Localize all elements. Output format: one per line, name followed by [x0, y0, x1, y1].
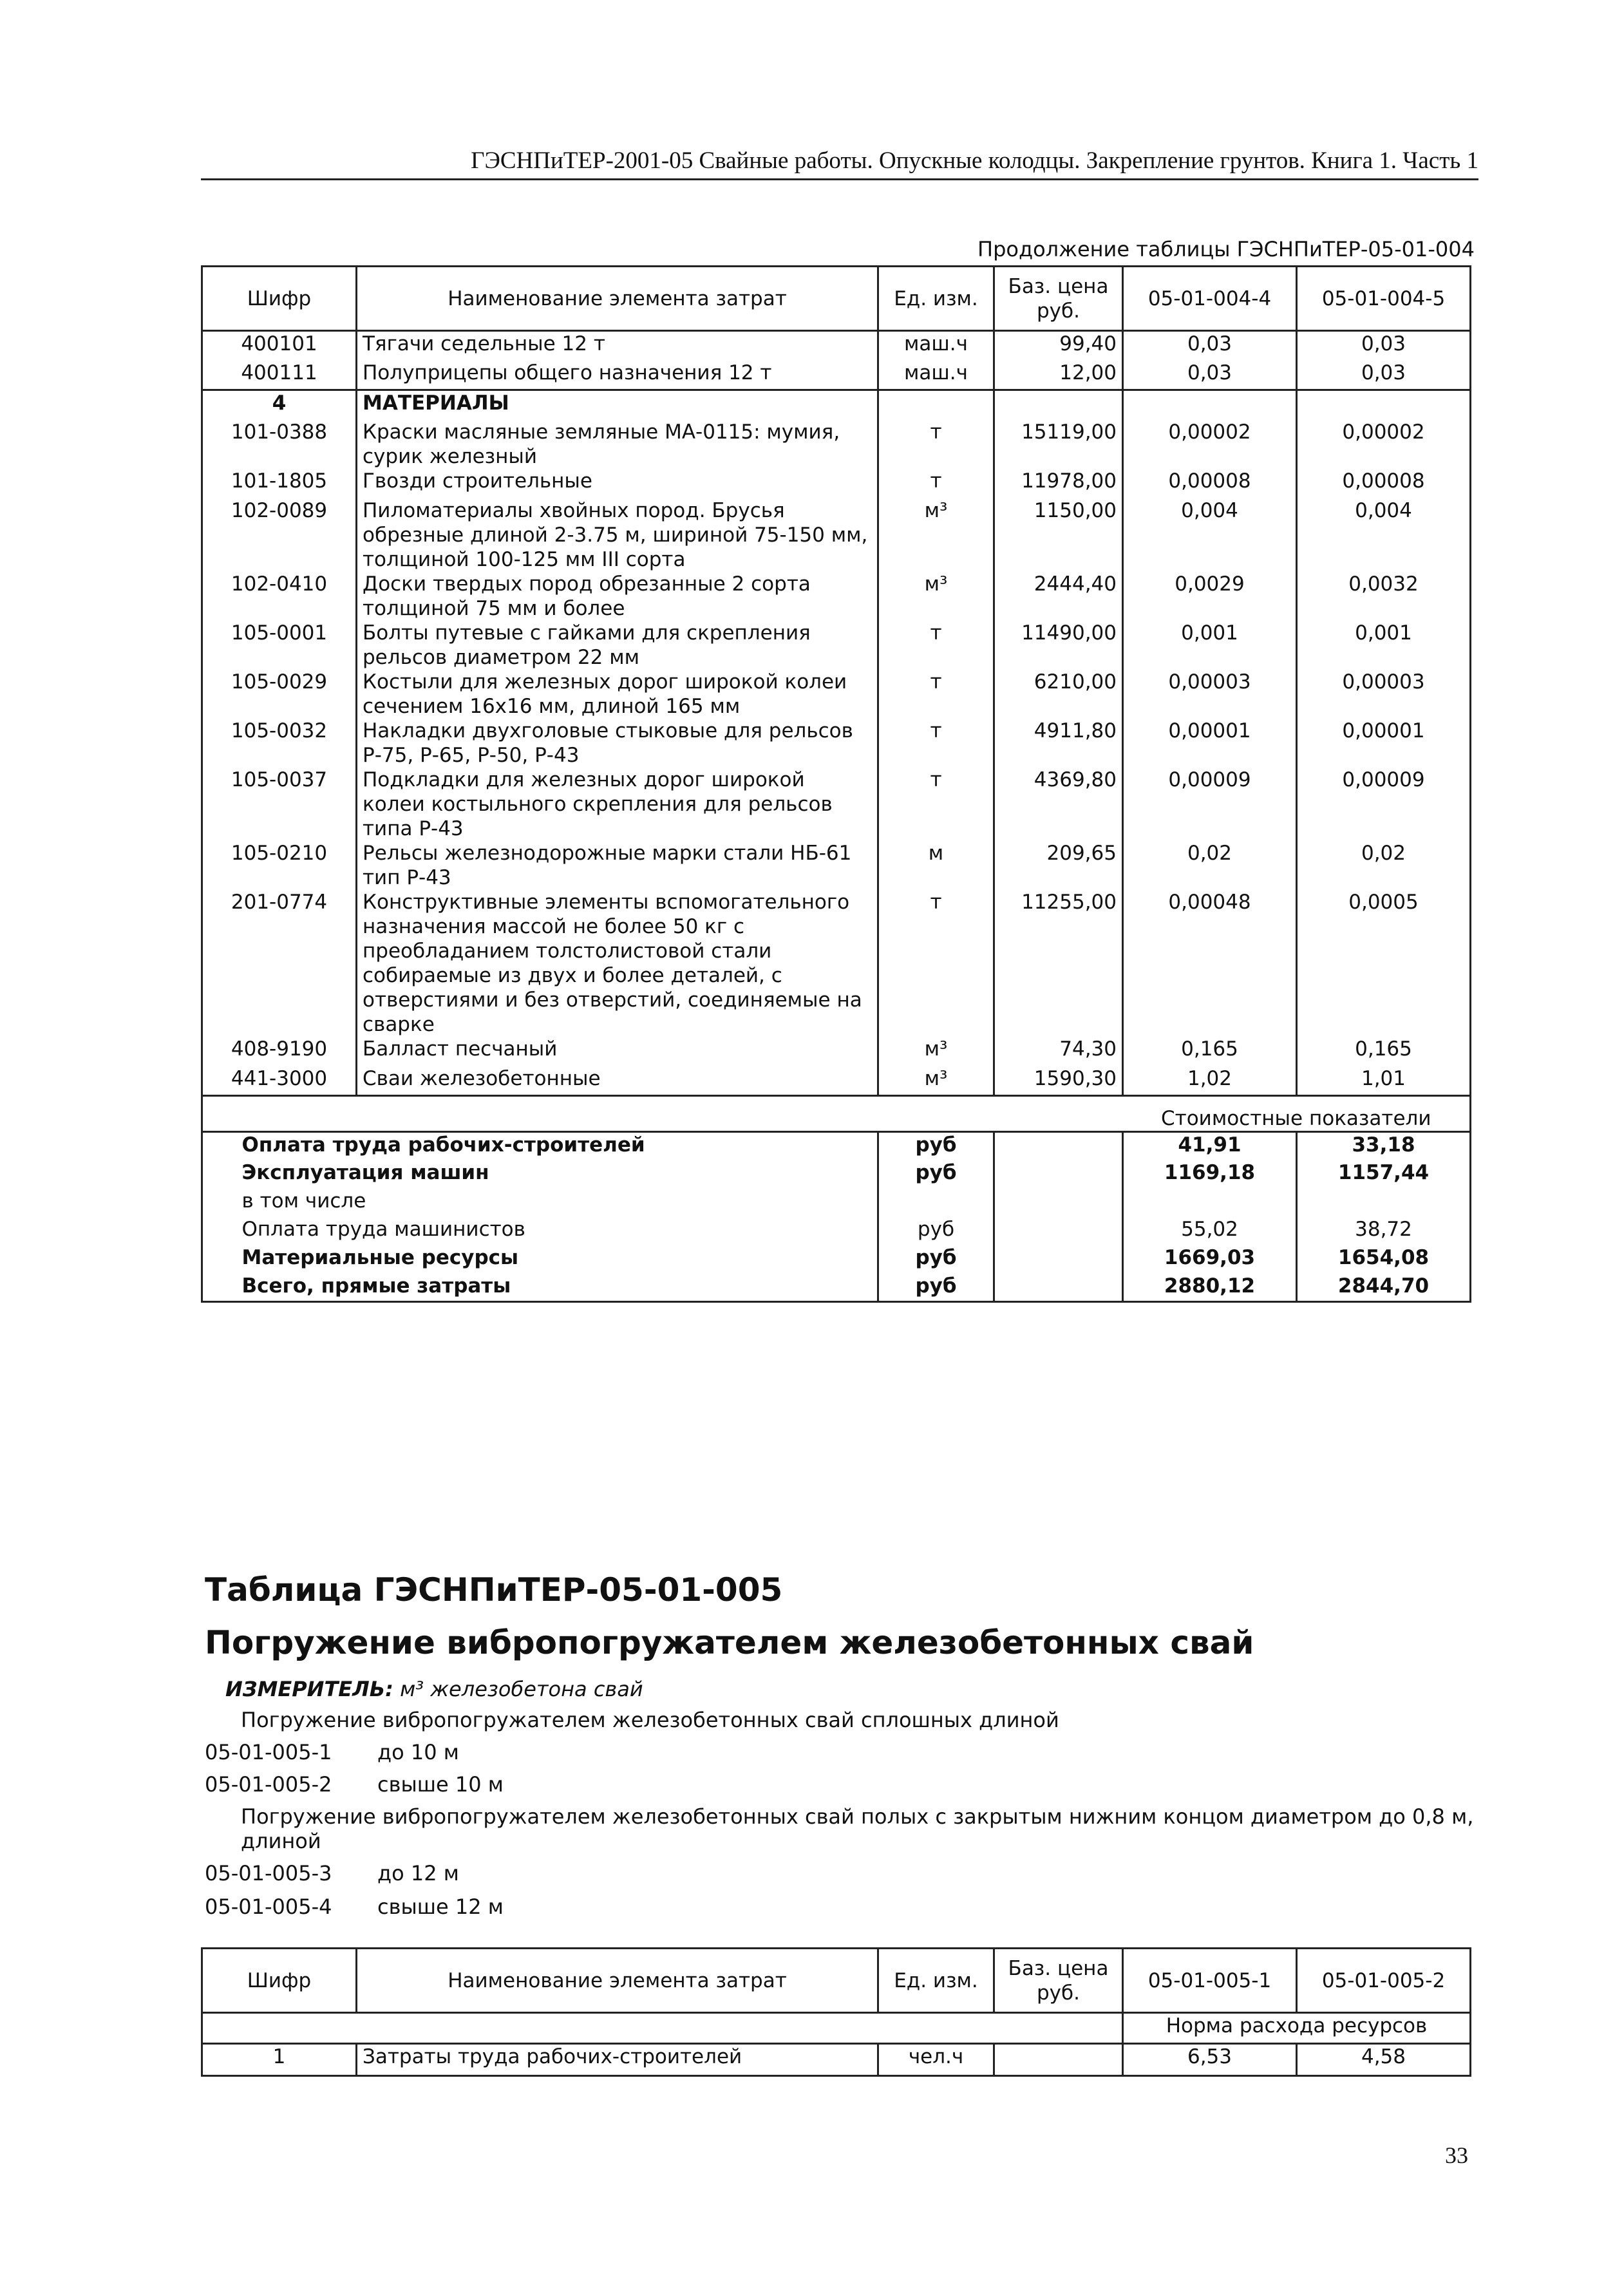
row-code: 441-3000 — [202, 1066, 357, 1096]
cost-row — [202, 1217, 1471, 1245]
section-title: Таблица ГЭСНПиТЕР-05-01-005 — [205, 1571, 783, 1609]
row-value-2: 0,00001 — [1297, 719, 1471, 768]
row-price: 1150,00 — [994, 498, 1123, 572]
row-value-1: 0,00001 — [1123, 719, 1297, 768]
row-code: 400101 — [202, 331, 357, 361]
cost-row — [202, 1245, 1471, 1274]
cost-value-2 — [1297, 1189, 1471, 1217]
col-code: Шифр — [202, 267, 357, 331]
page-number: 33 — [1445, 2142, 1468, 2168]
row-name: Краски масляные земляные МА-0115: мумия, сурик железный — [357, 420, 878, 469]
cost-value-2: 38,72 — [1297, 1217, 1471, 1245]
row-price: 6210,00 — [994, 670, 1123, 719]
row-name: Болты путевые с гайками для скрепления рельсов диаметром 22 мм — [357, 621, 878, 670]
row-name: Затраты труда рабочих-строителей — [357, 2044, 878, 2076]
cost-unit: руб — [878, 1132, 994, 1160]
row-name: Тягачи седельные 12 т — [357, 331, 878, 361]
row-code: 105-0029 — [202, 670, 357, 719]
table-row — [202, 1037, 1471, 1066]
row-name: Рельсы железнодорожные марки стали НБ-61 тип Р-43 — [357, 841, 878, 890]
row-name: Доски твердых пород обрезанные 2 сорта толщиной 75 мм и более — [357, 572, 878, 621]
row-value-2: 0,165 — [1297, 1037, 1471, 1066]
row-unit: м — [878, 841, 994, 890]
row-value-1: 0,0029 — [1123, 572, 1297, 621]
row-value-2: 4,58 — [1297, 2044, 1471, 2076]
row-price: 4369,80 — [994, 768, 1123, 841]
cost-unit: руб — [878, 1274, 994, 1302]
row-price: 11490,00 — [994, 621, 1123, 670]
col-price: Баз. цена руб. — [994, 267, 1123, 331]
col-code: Шифр — [202, 1949, 357, 2013]
measure-label: ИЗМЕРИТЕЛЬ: — [225, 1677, 393, 1701]
item-text: свыше 12 м — [377, 1894, 504, 1919]
row-name: Полуприцепы общего назначения 12 т — [357, 361, 878, 390]
row-name: Конструктивные элементы вспомогательного назначения массой не более 50 кг с преобладанием толстолистовой стали собираемые из двух и более деталей, с отверстиями и без отверстий, соединяемые на сварке — [357, 890, 878, 1037]
table-row — [202, 572, 1471, 621]
row-value-2: 0,02 — [1297, 841, 1471, 890]
cost-unit: руб — [878, 1217, 994, 1245]
table-row — [202, 768, 1471, 841]
row-value-2: 0,004 — [1297, 498, 1471, 572]
cost-value-2: 2844,70 — [1297, 1274, 1471, 1302]
measure-line — [225, 1677, 643, 1701]
row-code: 4 — [202, 390, 357, 420]
row-unit: т — [878, 621, 994, 670]
cost-value-2: 33,18 — [1297, 1132, 1471, 1160]
row-code: 102-0089 — [202, 498, 357, 572]
row-name: МАТЕРИАЛЫ — [357, 390, 878, 420]
row-value-2: 0,00008 — [1297, 469, 1471, 498]
row-value-1: 0,004 — [1123, 498, 1297, 572]
cost-value-1: 1169,18 — [1123, 1160, 1297, 1189]
group-2-text-cont: длиной — [241, 1829, 321, 1853]
row-unit: т — [878, 469, 994, 498]
row-price: 99,40 — [994, 331, 1123, 361]
row-value-1: 0,00048 — [1123, 890, 1297, 1037]
resources-table-2 — [201, 1947, 1471, 2077]
cost-value-1: 2880,12 — [1123, 1274, 1297, 1302]
col-name: Наименование элемента затрат — [357, 1949, 878, 2013]
row-unit: т — [878, 420, 994, 469]
cost-unit — [878, 1189, 994, 1217]
row-unit — [878, 390, 994, 420]
row-value-1: 0,00003 — [1123, 670, 1297, 719]
cost-name: Всего, прямые затраты — [357, 1274, 878, 1302]
resources-table — [201, 265, 1471, 1303]
table-row — [202, 498, 1471, 572]
row-unit: т — [878, 890, 994, 1037]
group-2-text: Погружение вибропогружателем железобетонных свай полых с закрытым нижним концом диаметром до 0,8 м, — [241, 1804, 1474, 1829]
row-code: 1 — [202, 2044, 357, 2076]
row-name: Костыли для железных дорог широкой колеи сечением 16х16 мм, длиной 165 мм — [357, 670, 878, 719]
row-unit: т — [878, 670, 994, 719]
cost-value-2: 1654,08 — [1297, 1245, 1471, 1274]
cost-value-2: 1157,44 — [1297, 1160, 1471, 1189]
section-label: Стоимостные показатели — [1123, 1096, 1471, 1132]
cost-row — [202, 1132, 1471, 1160]
row-price: 1590,30 — [994, 1066, 1123, 1096]
item-text: до 12 м — [377, 1861, 459, 1885]
cost-unit: руб — [878, 1160, 994, 1189]
row-price — [994, 2044, 1123, 2076]
row-value-2: 0,00002 — [1297, 420, 1471, 469]
row-value-1: 6,53 — [1123, 2044, 1297, 2076]
row-name: Пиломатериалы хвойных пород. Брусья обрезные длиной 2-3.75 м, шириной 75-150 мм, толщиной 100-125 мм III сорта — [357, 498, 878, 572]
item-code: 05-01-005-4 — [205, 1894, 332, 1919]
table-row — [202, 361, 1471, 390]
row-price: 74,30 — [994, 1037, 1123, 1066]
col-norm-5: 05-01-004-5 — [1297, 267, 1471, 331]
row-value-2: 0,001 — [1297, 621, 1471, 670]
row-price: 4911,80 — [994, 719, 1123, 768]
col-price: Баз. цена руб. — [994, 1949, 1123, 2013]
cost-name: Оплата труда рабочих-строителей — [357, 1132, 878, 1160]
row-unit: чел.ч — [878, 2044, 994, 2076]
group-1-text: Погружение вибропогружателем железобетонных свай сплошных длиной — [241, 1708, 1059, 1732]
table-row — [202, 719, 1471, 768]
row-name: Сваи железобетонные — [357, 1066, 878, 1096]
table-row — [202, 331, 1471, 361]
cost-name: в том числе — [357, 1189, 878, 1217]
item-code: 05-01-005-2 — [205, 1772, 332, 1797]
item-text: свыше 10 м — [377, 1772, 504, 1797]
row-code: 408-9190 — [202, 1037, 357, 1066]
row-unit: т — [878, 719, 994, 768]
row-price: 11978,00 — [994, 469, 1123, 498]
row-value-1: 0,00009 — [1123, 768, 1297, 841]
col-norm-1: 05-01-005-1 — [1123, 1949, 1297, 2013]
row-code: 101-0388 — [202, 420, 357, 469]
row-value-1: 0,001 — [1123, 621, 1297, 670]
row-value-2: 0,03 — [1297, 361, 1471, 390]
section-label: Норма расхода ресурсов — [1123, 2013, 1471, 2044]
row-price: 12,00 — [994, 361, 1123, 390]
row-value-1: 0,00008 — [1123, 469, 1297, 498]
row-unit: маш.ч — [878, 331, 994, 361]
row-price: 15119,00 — [994, 420, 1123, 469]
row-value-1: 1,02 — [1123, 1066, 1297, 1096]
row-code: 400111 — [202, 361, 357, 390]
row-code: 201-0774 — [202, 890, 357, 1037]
col-unit: Ед. изм. — [878, 1949, 994, 2013]
cost-unit: руб — [878, 1245, 994, 1274]
row-name: Гвозди строительные — [357, 469, 878, 498]
row-name: Накладки двухголовые стыковые для рельсов Р-75, Р-65, Р-50, Р-43 — [357, 719, 878, 768]
row-name: Балласт песчаный — [357, 1037, 878, 1066]
cost-name: Эксплуатация машин — [357, 1160, 878, 1189]
item-code: 05-01-005-1 — [205, 1740, 332, 1764]
row-value-2: 0,00009 — [1297, 768, 1471, 841]
row-value-1 — [1123, 390, 1297, 420]
cost-value-1: 1669,03 — [1123, 1245, 1297, 1274]
col-norm-2: 05-01-005-2 — [1297, 1949, 1471, 2013]
table-row — [202, 890, 1471, 1037]
table-row — [202, 420, 1471, 469]
row-price: 209,65 — [994, 841, 1123, 890]
running-header: ГЭСНПиТЕР-2001-05 Свайные работы. Опускные колодцы. Закрепление грунтов. Книга 1. Часть 1 — [201, 147, 1478, 180]
row-unit: маш.ч — [878, 361, 994, 390]
cost-row — [202, 1274, 1471, 1302]
row-value-1: 0,165 — [1123, 1037, 1297, 1066]
measure-unit: м³ железобетона свай — [400, 1677, 643, 1701]
row-price: 2444,40 — [994, 572, 1123, 621]
row-price: 11255,00 — [994, 890, 1123, 1037]
cost-name: Оплата труда машинистов — [357, 1217, 878, 1245]
row-value-2: 1,01 — [1297, 1066, 1471, 1096]
row-value-2: 0,03 — [1297, 331, 1471, 361]
row-unit: м³ — [878, 498, 994, 572]
table-row — [202, 390, 1471, 420]
row-unit: м³ — [878, 572, 994, 621]
item-code: 05-01-005-3 — [205, 1861, 332, 1885]
row-value-2: 0,00003 — [1297, 670, 1471, 719]
row-name: Подкладки для железных дорог широкой колеи костыльного скрепления для рельсов типа Р-43 — [357, 768, 878, 841]
cost-row — [202, 1189, 1471, 1217]
row-code: 102-0410 — [202, 572, 357, 621]
cost-value-1 — [1123, 1189, 1297, 1217]
item-text: до 10 м — [377, 1740, 459, 1764]
cost-name: Материальные ресурсы — [357, 1245, 878, 1274]
row-code: 105-0037 — [202, 768, 357, 841]
table-row — [202, 670, 1471, 719]
table-row — [202, 469, 1471, 498]
cost-row — [202, 1160, 1471, 1189]
row-value-2 — [1297, 390, 1471, 420]
row-value-1: 0,03 — [1123, 361, 1297, 390]
row-unit: т — [878, 768, 994, 841]
row-value-1: 0,03 — [1123, 331, 1297, 361]
row-value-2: 0,0005 — [1297, 890, 1471, 1037]
row-unit: м³ — [878, 1066, 994, 1096]
row-code: 105-0210 — [202, 841, 357, 890]
table-row — [202, 621, 1471, 670]
col-name: Наименование элемента затрат — [357, 267, 878, 331]
row-unit: м³ — [878, 1037, 994, 1066]
cost-value-1: 55,02 — [1123, 1217, 1297, 1245]
row-code: 105-0032 — [202, 719, 357, 768]
row-value-1: 0,00002 — [1123, 420, 1297, 469]
row-value-1: 0,02 — [1123, 841, 1297, 890]
row-code: 105-0001 — [202, 621, 357, 670]
table-row — [202, 1066, 1471, 1096]
col-norm-4: 05-01-004-4 — [1123, 267, 1297, 331]
cost-value-1: 41,91 — [1123, 1132, 1297, 1160]
row-price — [994, 390, 1123, 420]
col-unit: Ед. изм. — [878, 267, 994, 331]
row-value-2: 0,0032 — [1297, 572, 1471, 621]
table-caption: Продолжение таблицы ГЭСНПиТЕР-05-01-004 — [977, 237, 1475, 261]
section-subtitle: Погружение вибропогружателем железобетонных свай — [205, 1624, 1254, 1661]
table-row — [202, 841, 1471, 890]
row-code: 101-1805 — [202, 469, 357, 498]
